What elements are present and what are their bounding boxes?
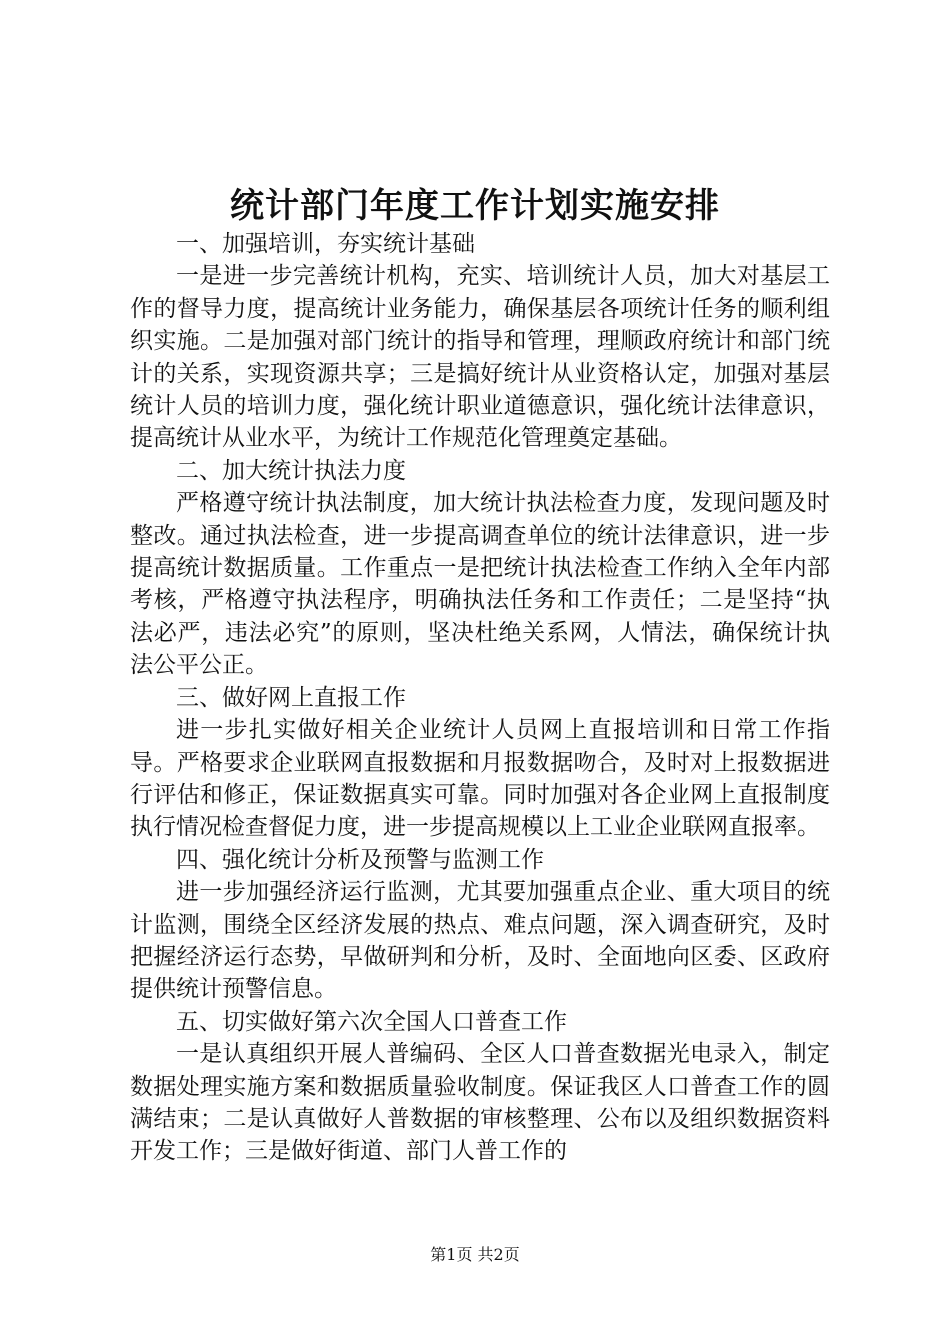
section-heading-2: 二、加大统计执法力度 bbox=[176, 457, 406, 484]
page-footer: 第1页 共2页 bbox=[430, 1245, 520, 1264]
section-paragraph-4: 进一步加强经济运行监测，尤其要加强重点企业、重大项目的统计监测，围绕全区经济发展的热点、难点问题，深入调查研究，及时把握经济运行态势，早做研判和分析，及时、全面地向区委、区政府提供统计预警信息。 bbox=[130, 879, 830, 1003]
section-paragraph-2: 严格遵守统计执法制度，加大统计执法检查力度，发现问题及时整改。通过执法检查，进一步提高调查单位的统计法律意识，进一步提高统计数据质量。工作重点一是把统计执法检查工作纳入全年内部考核，严格遵守执法程序，明确执法任务和工作责任；二是坚持“执法必严，违法必究”的原则，坚决杜绝关系网，人情法，确保统计执法公平公正。 bbox=[130, 490, 830, 679]
section-heading-4: 四、强化统计分析及预警与监测工作 bbox=[176, 846, 544, 873]
section-heading-1: 一、加强培训，夯实统计基础 bbox=[176, 231, 475, 257]
section-paragraph-3: 进一步扎实做好相关企业统计人员网上直报培训和日常工作指导。严格要求企业联网直报数据和月报数据吻合，及时对上报数据进行评估和修正，保证数据真实可靠。同时加强对各企业网上直报制度执行情况检查督促力度，进一步提高规模以上工业企业联网直报率。 bbox=[130, 717, 830, 841]
document-body bbox=[130, 228, 830, 1168]
section-paragraph-5: 一是认真组织开展人普编码、全区人口普查数据光电录入，制定数据处理实施方案和数据质量验收制度。保证我区人口普查工作的圆满结束；二是认真做好人普数据的审核整理、公布以及组织数据资料开发工作；三是做好街道、部门人普工作的 bbox=[130, 1041, 830, 1165]
section-paragraph-1: 一是进一步完善统计机构，充实、培训统计人员，加大对基层工作的督导力度，提高统计业务能力，确保基层各项统计任务的顺利组织实施。二是加强对部门统计的指导和管理，理顺政府统计和部门统计的关系，实现资源共享；三是搞好统计从业资格认定，加强对基层统计人员的培训力度，强化统计职业道德意识，强化统计法律意识，提高统计从业水平，为统计工作规范化管理奠定基础。 bbox=[130, 263, 830, 452]
document-title: 统计部门年度工作计划实施安排 bbox=[230, 186, 720, 226]
section-heading-5: 五、切实做好第六次全国人口普查工作 bbox=[176, 1008, 567, 1035]
section-heading-3: 三、做好网上直报工作 bbox=[176, 684, 406, 711]
